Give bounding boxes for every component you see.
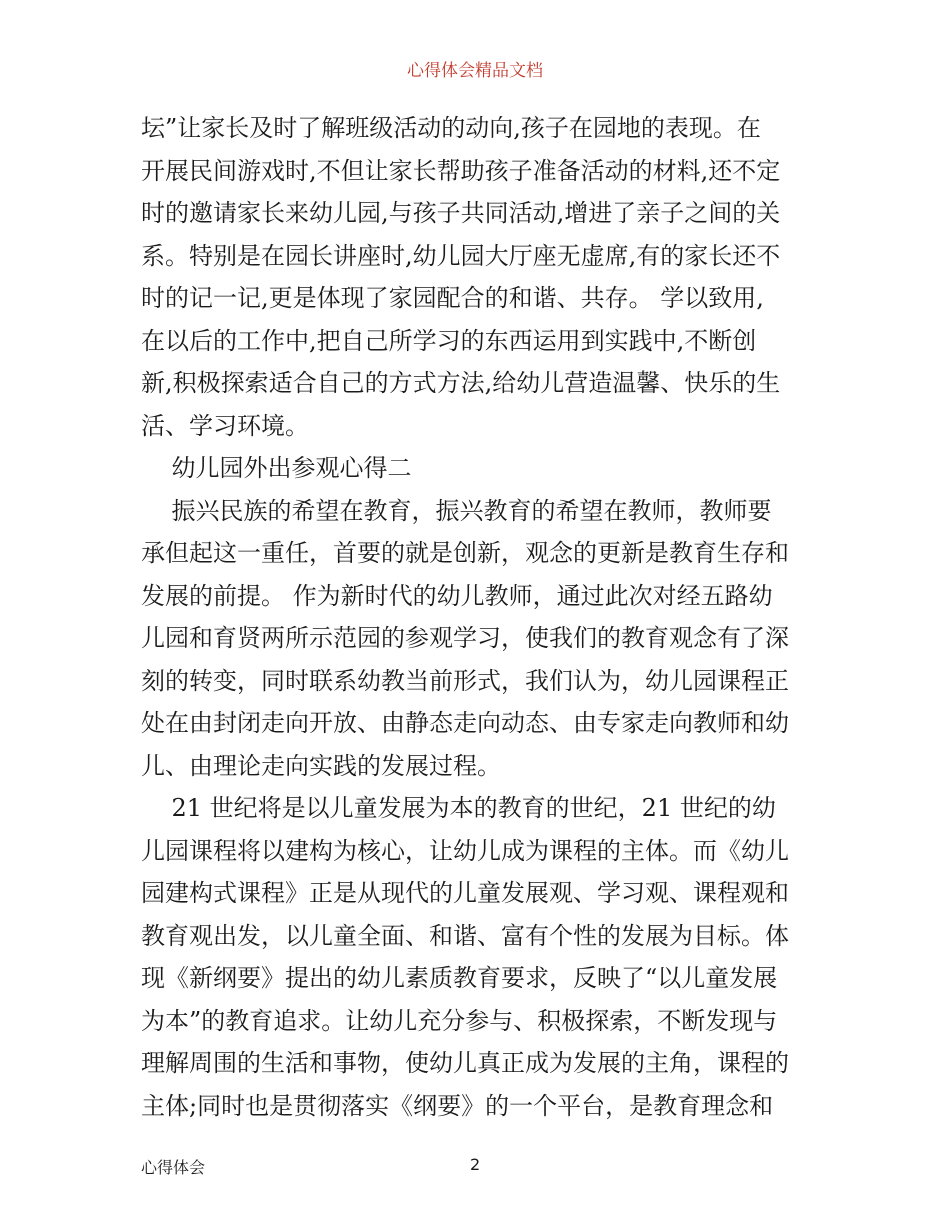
text-line: 活、学习环境。 <box>141 411 309 440</box>
text-line: 儿园和育贤两所示范园的参观学习，使我们的教育观念有了深 <box>141 624 789 652</box>
text-line: 时的记一记,更是体现了家园配合的和谐、共存。 学以致用, <box>141 284 764 312</box>
text-line: 21 世纪将是以儿童发展为本的教育的世纪，21 世纪的幼 <box>141 794 776 822</box>
text-line: 开展民间游戏时,不但让家长帮助孩子准备活动的材料,还不定 <box>141 156 781 185</box>
text-line: 新,积极探索适合自己的方式方法,给幼儿营造温馨、快乐的生 <box>141 369 781 397</box>
text-line: 处在由封闭走向开放、由静态走向动态、由专家走向教师和幼 <box>141 709 789 737</box>
text-line: 承但起这一重任，首要的就是创新，观念的更新是教育生存和 <box>141 539 789 567</box>
text-line: 主体;同时也是贯彻落实《纲要》的一个平台，是教育理念和 <box>141 1091 774 1120</box>
text-line: 儿、由理论走向实践的发展过程。 <box>141 751 501 780</box>
footer-label: 心得体会 <box>141 1158 206 1177</box>
text-line: 时的邀请家长来幼儿园,与孩子共同活动,增进了亲子之间的关 <box>141 199 781 227</box>
text-line: 坛”让家长及时了解班级活动的动向,孩子在园地的表现。在 <box>141 114 761 142</box>
text-line: 园建构式课程》正是从现代的儿童发展观、学习观、课程观和 <box>141 879 789 907</box>
text-line: 刻的转变，同时联系幼教当前形式，我们认为，幼儿园课程正 <box>141 666 789 695</box>
text-line: 理解周围的生活和事物，使幼儿真正成为发展的主角，课程的 <box>141 1049 789 1077</box>
document-header: 心得体会精品文档 <box>407 61 543 81</box>
text-line: 系。特别是在园长讲座时,幼儿园大厅座无虚席,有的家长还不 <box>141 241 781 270</box>
text-line: 发展的前提。 作为新时代的幼儿教师，通过此次对经五路幼 <box>141 581 773 610</box>
text-line: 教育观出发，以儿童全面、和谐、富有个性的发展为目标。体 <box>141 921 789 950</box>
text-line: 现《新纲要》提出的幼儿素质教育要求，反映了“以儿童发展 <box>141 964 778 992</box>
text-line: 振兴民族的希望在教育，振兴教育的希望在教师，教师要 <box>141 496 772 525</box>
document-body <box>141 107 821 1127</box>
text-line: 儿园课程将以建构为核心，让幼儿成为课程的主体。而《幼儿 <box>141 836 789 865</box>
text-line: 在以后的工作中,把自己所学习的东西运用到实践中,不断创 <box>141 326 757 355</box>
page-number: 2 <box>470 1155 481 1174</box>
text-line: 为本”的教育追求。让幼儿充分参与、积极探索，不断发现与 <box>141 1006 778 1035</box>
section-heading: 幼儿园外出参观心得二 <box>141 454 412 482</box>
